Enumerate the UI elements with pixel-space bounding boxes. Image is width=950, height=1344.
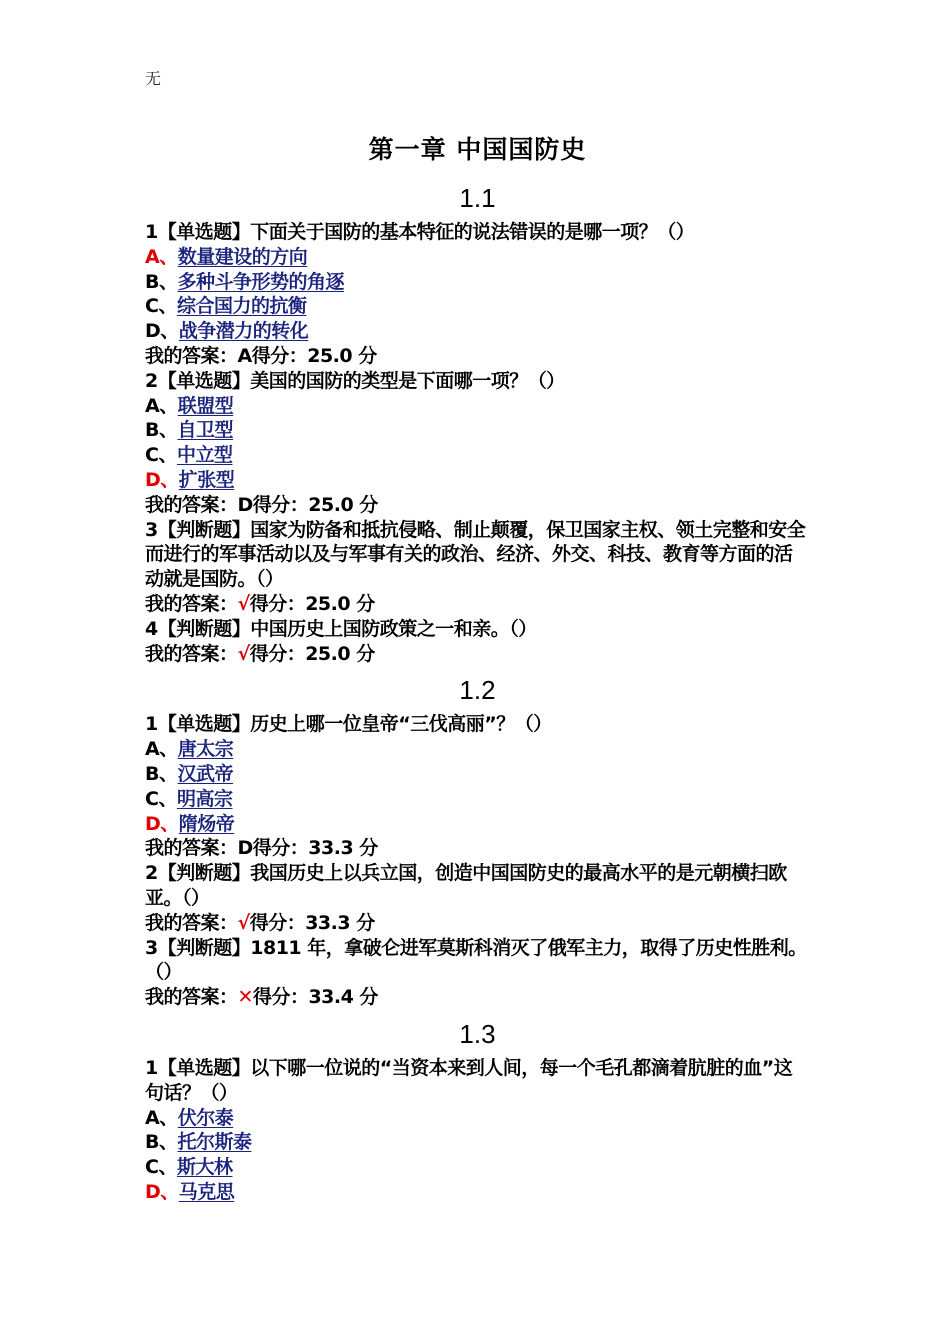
question-number: 4 <box>145 617 158 640</box>
option-letter: C、 <box>145 444 177 467</box>
section-title: 1.1 <box>459 183 496 213</box>
option-letter: B、 <box>145 1131 178 1154</box>
option-row[interactable] <box>145 394 810 419</box>
option-link[interactable]: 唐太宗 <box>177 738 234 761</box>
option-letter: A、 <box>145 1106 178 1129</box>
option-row[interactable] <box>145 418 810 443</box>
option-letter: C、 <box>145 1156 177 1179</box>
question-body: 下面关于国防的基本特征的说法错误的是哪一项？（） <box>250 221 695 243</box>
question-number: 2 <box>145 369 158 392</box>
option-letter: A、 <box>145 394 178 417</box>
option-row[interactable] <box>145 319 810 344</box>
option-row[interactable] <box>145 468 810 493</box>
question-body: 美国的国防的类型是下面哪一项？（） <box>250 369 565 392</box>
question-type: 【判断题】 <box>157 617 251 640</box>
option-link[interactable]: 马克思 <box>178 1180 235 1203</box>
chapter-title: 第一章 中国国防史 <box>368 135 587 164</box>
question-number: 1 <box>145 713 158 736</box>
question-text <box>145 1056 810 1106</box>
question-type: 【判断题】 <box>157 936 251 959</box>
document-body <box>145 130 810 1205</box>
answer-mark-icon: ✕ <box>237 986 253 1009</box>
score-text: 得分：33.4 分 <box>252 986 378 1009</box>
answer-label: 我的答案： <box>145 837 238 860</box>
question-type: 【单选题】 <box>157 713 251 736</box>
answer-line <box>145 344 810 369</box>
answer-mark-icon: √ <box>237 911 250 934</box>
question-type: 【判断题】 <box>157 518 251 541</box>
question-text <box>145 518 810 592</box>
option-letter: A、 <box>145 245 178 268</box>
score-text: 得分：33.3 分 <box>252 837 378 860</box>
answer-label: 我的答案： <box>145 592 238 615</box>
answer-label: 我的答案： <box>145 642 238 665</box>
answer-line <box>145 985 810 1010</box>
option-link[interactable]: 战争潜力的转化 <box>178 320 309 343</box>
option-link[interactable]: 隋炀帝 <box>178 812 235 835</box>
option-link[interactable]: 多种斗争形势的角逐 <box>177 270 344 293</box>
question-type: 【单选题】 <box>157 221 251 243</box>
question-type: 【判断题】 <box>157 862 251 885</box>
option-letter: C、 <box>145 787 177 810</box>
question-number: 1 <box>145 1056 158 1079</box>
option-row[interactable] <box>145 245 810 270</box>
option-row[interactable] <box>145 1130 810 1155</box>
score-text: 得分：25.0 分 <box>252 493 378 516</box>
option-letter: B、 <box>145 419 178 442</box>
option-letter: C、 <box>145 295 177 318</box>
question-number: 1 <box>145 221 158 243</box>
option-row[interactable] <box>145 787 810 812</box>
question-text <box>145 220 810 245</box>
question-text <box>145 712 810 737</box>
answer-value: D <box>237 837 253 860</box>
answer-label: 我的答案： <box>145 911 238 934</box>
option-link[interactable]: 中立型 <box>176 444 233 467</box>
answer-label: 我的答案： <box>145 986 238 1009</box>
question-number: 2 <box>145 862 158 885</box>
option-letter: B、 <box>145 762 178 785</box>
score-text: 得分：25.0 分 <box>249 642 375 665</box>
option-link[interactable]: 数量建设的方向 <box>177 245 308 268</box>
question-text <box>145 861 810 911</box>
score-text: 得分：33.3 分 <box>249 911 375 934</box>
score-text: 得分：25.0 分 <box>251 344 377 367</box>
question-body: 我国历史上以兵立国，创造中国国防史的最高水平的是元朝横扫欧亚。（） <box>145 862 787 909</box>
answer-line <box>145 642 810 667</box>
option-link[interactable]: 斯大林 <box>176 1156 233 1179</box>
question-text <box>145 369 810 394</box>
answer-line <box>145 592 810 617</box>
option-letter: D、 <box>145 468 179 491</box>
option-link[interactable]: 扩张型 <box>178 468 235 491</box>
option-row[interactable] <box>145 294 810 319</box>
option-link[interactable]: 汉武帝 <box>177 762 233 785</box>
option-row[interactable] <box>145 812 810 837</box>
question-body: 中国历史上国防政策之一和亲。（） <box>250 617 537 640</box>
question-text <box>145 617 810 642</box>
option-letter: B、 <box>145 270 178 293</box>
option-link[interactable]: 联盟型 <box>177 394 234 417</box>
option-link[interactable]: 自卫型 <box>177 419 233 442</box>
answer-mark-icon: √ <box>237 642 250 665</box>
question-type: 【单选题】 <box>157 369 251 392</box>
option-row[interactable] <box>145 1106 810 1131</box>
question-text <box>145 936 810 986</box>
option-row[interactable] <box>145 1155 810 1180</box>
option-letter: A、 <box>145 738 178 761</box>
answer-label: 我的答案： <box>145 493 238 516</box>
question-body: 1811 年，拿破仑进军莫斯科消灭了俄军主力，取得了历史性胜利。（） <box>145 936 807 984</box>
option-row[interactable] <box>145 1180 810 1205</box>
question-type: 【单选题】 <box>157 1056 251 1079</box>
section-title: 1.3 <box>459 1018 496 1049</box>
section-title: 1.2 <box>459 675 496 706</box>
option-letter: D、 <box>145 1180 179 1203</box>
option-link[interactable]: 托尔斯泰 <box>177 1131 252 1154</box>
answer-value: A <box>237 344 252 367</box>
option-row[interactable] <box>145 443 810 468</box>
option-letter: D、 <box>145 812 179 835</box>
option-row[interactable] <box>145 737 810 762</box>
question-body: 历史上哪一位皇帝“三伐高丽”？（） <box>250 713 552 736</box>
score-text: 得分：25.0 分 <box>249 592 375 615</box>
question-number: 3 <box>145 936 158 959</box>
option-link[interactable]: 明高宗 <box>176 787 233 810</box>
option-row[interactable] <box>145 762 810 787</box>
answer-value: D <box>237 493 253 516</box>
answer-line <box>145 493 810 518</box>
answer-label: 我的答案： <box>145 344 238 367</box>
option-link[interactable]: 综合国力的抗衡 <box>176 295 307 318</box>
question-number: 3 <box>145 518 158 541</box>
answer-mark-icon: √ <box>237 592 250 615</box>
option-row[interactable] <box>145 270 810 295</box>
answer-line <box>145 836 810 861</box>
header-corner-text: 无 <box>145 69 162 88</box>
option-link[interactable]: 伏尔泰 <box>177 1106 234 1129</box>
answer-line <box>145 911 810 936</box>
question-body: 以下哪一位说的“当资本来到人间，每一个毛孔都滴着肮脏的血”这句话？（） <box>145 1056 793 1104</box>
option-letter: D、 <box>145 320 179 343</box>
question-body: 国家为防备和抵抗侵略、制止颠覆，保卫国家主权、领土完整和安全而进行的军事活动以及与军事有关的政治、经济、外交、科技、教育等方面的活动就是国防。（） <box>145 518 806 591</box>
